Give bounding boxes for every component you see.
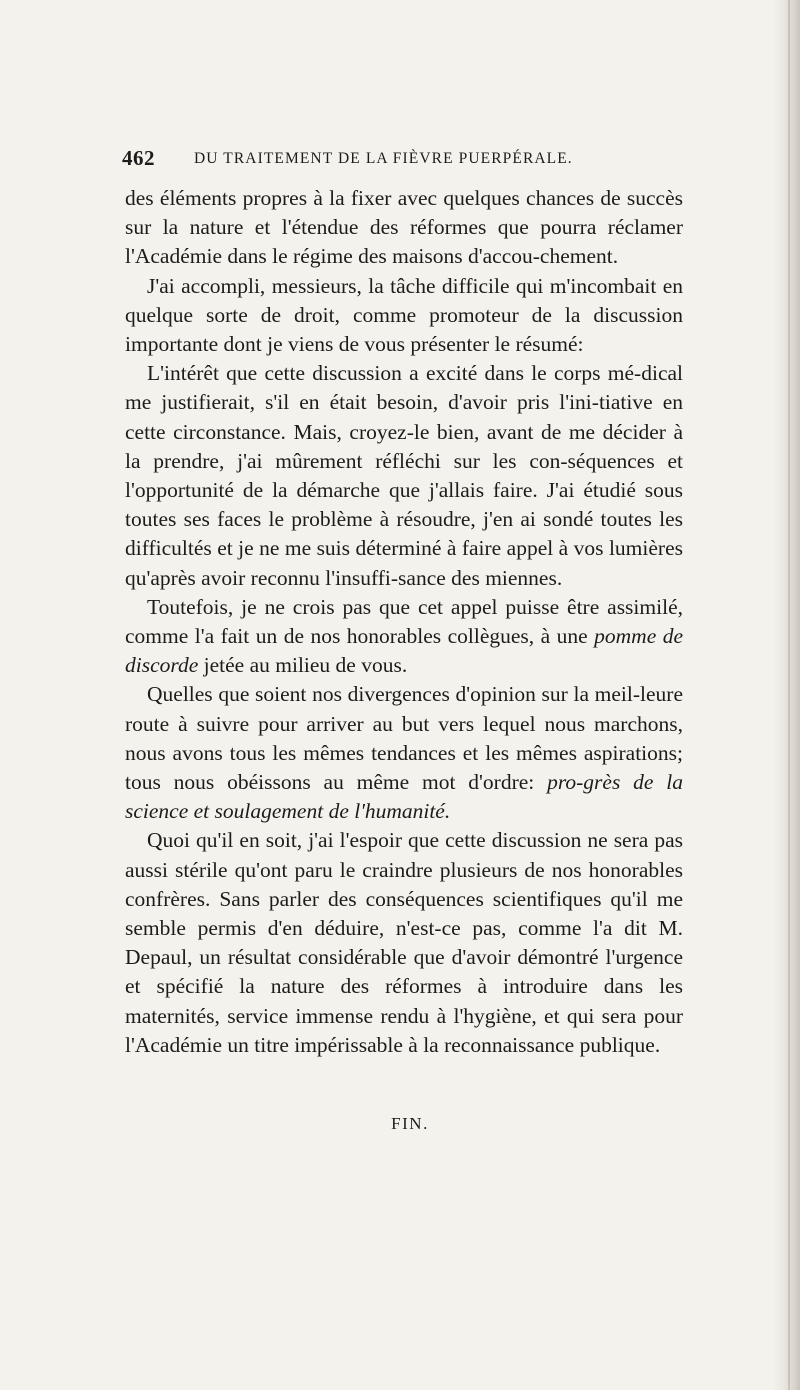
paragraph (125, 593, 683, 681)
page-header (122, 146, 682, 176)
body-text (125, 184, 683, 1060)
running-head: DU TRAITEMENT DE LA FIÈVRE PUERPÉRALE. (194, 150, 573, 167)
page-number: 462 (122, 146, 155, 170)
closing-fin: FIN. (391, 1114, 429, 1133)
paragraph-text: Toutefois, je ne crois pas que cet appel puisse être assimilé, comme l'a fait un de nos honorables collègues, à une (125, 594, 683, 649)
paragraph-text: Quoi qu'il en soit, j'ai l'espoir que cette discussion ne sera pas aussi stérile qu'ont paru le craindre plusieurs de nos honorables confrères. Sans parler des conséquences scientifiques qu'il me semble permis d'en déduire, n'est-ce pas, comme l'a dit M. Depaul, un résultat considérable que d'avoir démontré l'urgence et spécifié la nature des réformes à introduire dans les maternités, service immense rendu à l'hygiène, et qui sera pour l'Académie un titre impérissable à la reconnaissance publique. (125, 828, 683, 1057)
italic-phrase: pro-grès de la science et soulagement de l'humanité. (125, 770, 683, 824)
paragraph (125, 272, 683, 360)
paragraph (125, 359, 683, 593)
paragraph-text: des éléments propres à la fixer avec quelques chances de succès sur la nature et l'étendue des réformes que pourra réclamer l'Académie dans le régime des maisons d'accou-chement. (125, 186, 683, 269)
page-edge-shadow (772, 0, 800, 1390)
page-edge-line (788, 0, 790, 1390)
paragraph (125, 680, 683, 826)
paragraph-text: J'ai accompli, messieurs, la tâche difficile qui m'incombait en quelque sorte de droit, comme promoteur de la discussion importante dont je viens de vous présenter le résumé: (125, 273, 683, 357)
paragraph-text: jetée au milieu de vous. (198, 653, 408, 678)
italic-phrase: pomme de discorde (125, 624, 684, 678)
paragraph-text: Quelles que soient nos divergences d'opinion sur la meil-leure route à suivre pour arriver au but vers lequel nous marchons, nous avons tous les mêmes tendances et les mêmes aspirations; tous nous obéissons au même mot d'ordre: (125, 682, 683, 795)
paragraph (125, 826, 683, 1060)
paragraph (125, 184, 683, 272)
paragraph-text: L'intérêt que cette discussion a excité dans le corps mé-dical me justifierait, s'il en était besoin, d'avoir pris l'ini-tiative en cette circonstance. Mais, croyez-le bien, avant de me décider à la prendre, j'ai mûrement réfléchi sur les con-séquences et l'opportunité de la démarche que j'allais faire. J'ai étudié sous toutes ses faces le problème à résoudre, j'en ai sondé toutes les difficultés et je ne me suis déterminé à faire appel à vos lumières qu'après avoir reconnu l'insuffi-sance des miennes. (125, 361, 683, 590)
